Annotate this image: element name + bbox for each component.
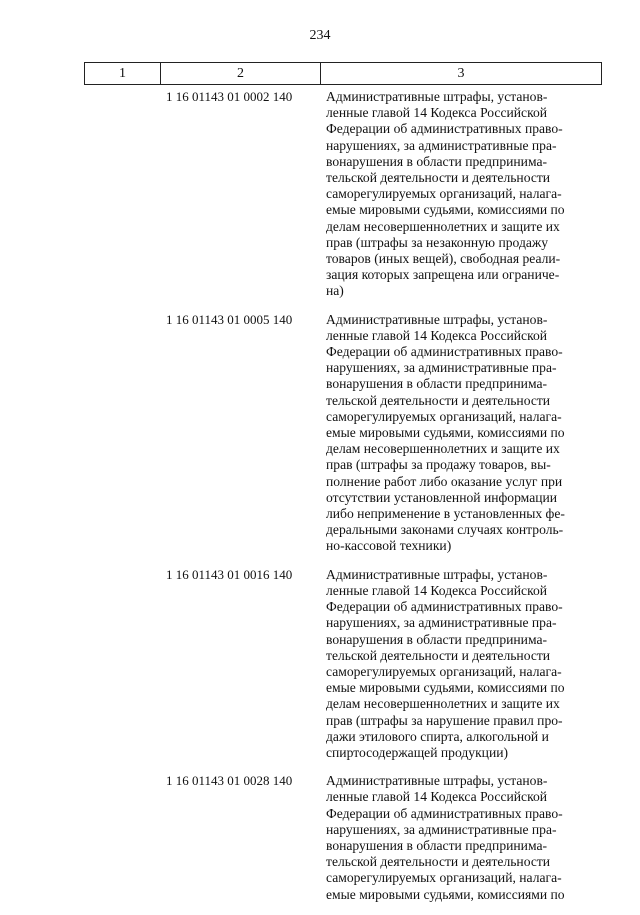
row-description: Административные штрафы, установ- ленные главой 14 Кодекса Российской Федерации об административных право- нарушениях, за административные пра- вонарушения в области предпринима- тельской деятельности и деятельности саморегулируемых организаций, налага- емые мировыми судьями, комиссиями по делам несовершеннолетних и защите их прав (штрафы за незаконную продажу товаров (иных вещей), свободная реали- зация которых запрещена или ограниче- на) [326, 89, 565, 299]
row-description: Административные штрафы, установ- ленные главой 14 Кодекса Российской Федерации об административных право- нарушениях, за административные пра- вонарушения в области предпринима- тельской деятельности и деятельности саморегулируемых организаций, налага- емые мировыми судьями, комиссиями по [326, 773, 565, 902]
row-description: Административные штрафы, установ- ленные главой 14 Кодекса Российской Федерации об административных право- нарушениях, за административные пра- вонарушения в области предпринима- тельской деятельности и деятельности саморегулируемых организаций, налага- емые мировыми судьями, комиссиями по делам несовершеннолетних и защите их прав (штрафы за продажу товаров, вы- полнение работ либо оказание услуг при отсутствии установленной информации либо неприменение в установленных фе- деральными законами случаях контроль- но-кассовой техники) [326, 311, 565, 554]
row-code: 1 16 01143 01 0016 140 [166, 566, 293, 582]
column-header-table [84, 62, 602, 85]
row-description: Административные штрафы, установ- ленные главой 14 Кодекса Российской Федерации об административных право- нарушениях, за административные пра- вонарушения в области предпринима- тельской деятельности и деятельности саморегулируемых организаций, налага- емые мировыми судьями, комиссиями по делам несовершеннолетних и защите их прав (штрафы за нарушение правил про- дажи этилового спирта, алкогольной и спиртосодержащей продукции) [326, 566, 565, 760]
column-header-3: 3 [321, 63, 602, 85]
table-row [0, 567, 640, 773]
column-header-2: 2 [161, 63, 321, 85]
table-body [0, 89, 640, 915]
table-row [0, 89, 640, 312]
row-code: 1 16 01143 01 0028 140 [166, 773, 293, 789]
table-row [0, 773, 640, 915]
table-row [0, 312, 640, 567]
column-header-1: 1 [85, 63, 161, 85]
column-header-row [85, 63, 602, 85]
row-code: 1 16 01143 01 0002 140 [166, 89, 293, 104]
row-code: 1 16 01143 01 0005 140 [166, 311, 293, 327]
page-number: 234 [309, 28, 331, 43]
